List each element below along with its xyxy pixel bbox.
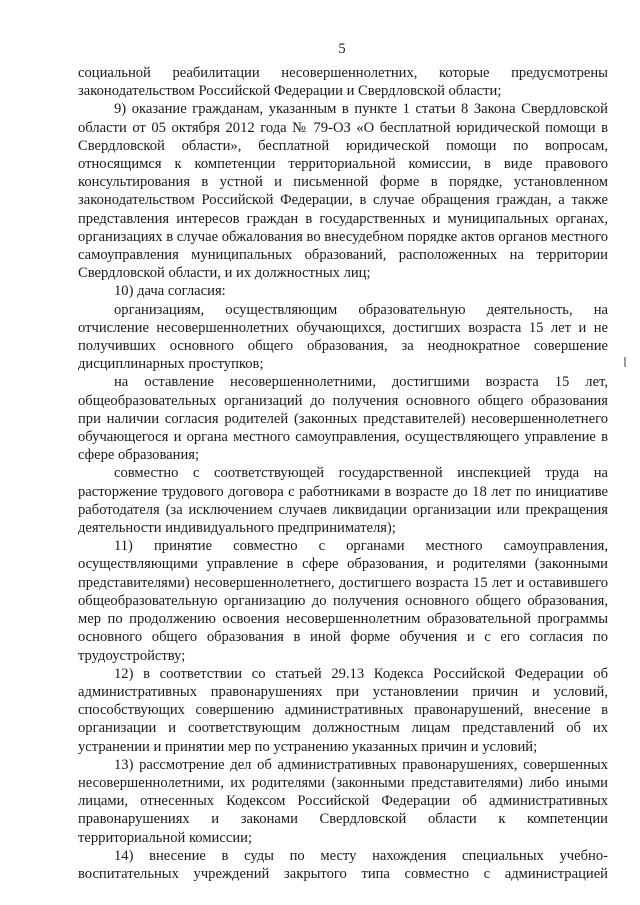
paragraph-item-13: 13) рассмотрение дел об административных правонарушениях, совершенных несовершеннолетними, их родителями (законными представителями) либо иными лицами, отнесенных Кодексом Российской Федерации об административных правонарушениях и законами Свердловской области к компетенции территориальной комиссии; [78,756,608,846]
paragraph-item-12: 12) в соответствии со статьей 29.13 Кодекса Российской Федерации об административных правонарушениях при установлении причин и условий, способствующих совершению административных правонарушений, внесение в организации и соответствующим должностным лицам представлений об их устранении и принятии мер по устранению указанных причин и условий; [78,665,608,755]
paragraph-item-10-sub-2: на оставление несовершеннолетними, достигшими возраста 15 лет, общеобразовательных организаций до получения основного общего образования при наличии согласия родителей (законных представителей) несовершеннолетнего обучающегося и органа местного самоуправления, осуществляющего управление в сфере образования; [78,374,608,464]
paragraph-continuation: социальной реабилитации несовершеннолетних, которые предусмотрены законодательством Российской Федерации и Свердловской области; [78,65,608,100]
paragraph-item-10: 10) дача согласия: [114,283,226,300]
paragraph-item-14: 14) внесение в суды по месту нахождения специальных учебно-воспитательных учреждений закрытого типа совместно с администрацией [78,847,608,882]
margin-mark [624,357,626,367]
document-body [78,64,608,883]
paragraph-item-9: 9) оказание гражданам, указанным в пункте 1 статьи 8 Закона Свердловской области от 05 октября 2012 года № 79-ОЗ «О бесплатной юридической помощи в Свердловской области», бесплатной юридической помощи по вопросам, относящимся к компетенции территориальной комиссии, в виде правового консультирования в устной и письменной форме в порядке, установленном законодательством Российской Федерации, в случае обращения граждан, а также представления интересов граждан в государственных и муниципальных органах, организациях в случае обжалования во внесудебном порядке актов органов местного самоуправления муниципальных образований, расположенных на территории Свердловской области, и их должностных лиц; [78,101,608,282]
paragraph-item-10-sub-3: совместно с соответствующей государственной инспекцией труда на расторжение трудового договора с работниками в возрасте до 18 лет по инициативе работодателя (за исключением случаев ликвидации организации или прекращения деятельности индивидуального предпринимателя); [78,465,608,537]
paragraph-item-10-sub-1: организациям, осуществляющим образовательную деятельность, на отчисление несовершеннолетних обучающихся, достигших возраста 15 лет и не получивших основного общего образования, за неоднократное совершение дисциплинарных проступков; [78,301,608,373]
paragraph-item-11: 11) принятие совместно с органами местного самоуправления, осуществляющими управление в сфере образования, и родителями (законными представителями) несовершеннолетнего, достигшего возраста 15 лет и оставившего общеобразовательную организацию до получения основного общего образования, мер по продолжению освоения несовершеннолетним образовательной программы основного общего образования в иной форме обучения и с его согласия по трудоустройству; [78,538,608,664]
page-number: 5 [338,41,346,57]
